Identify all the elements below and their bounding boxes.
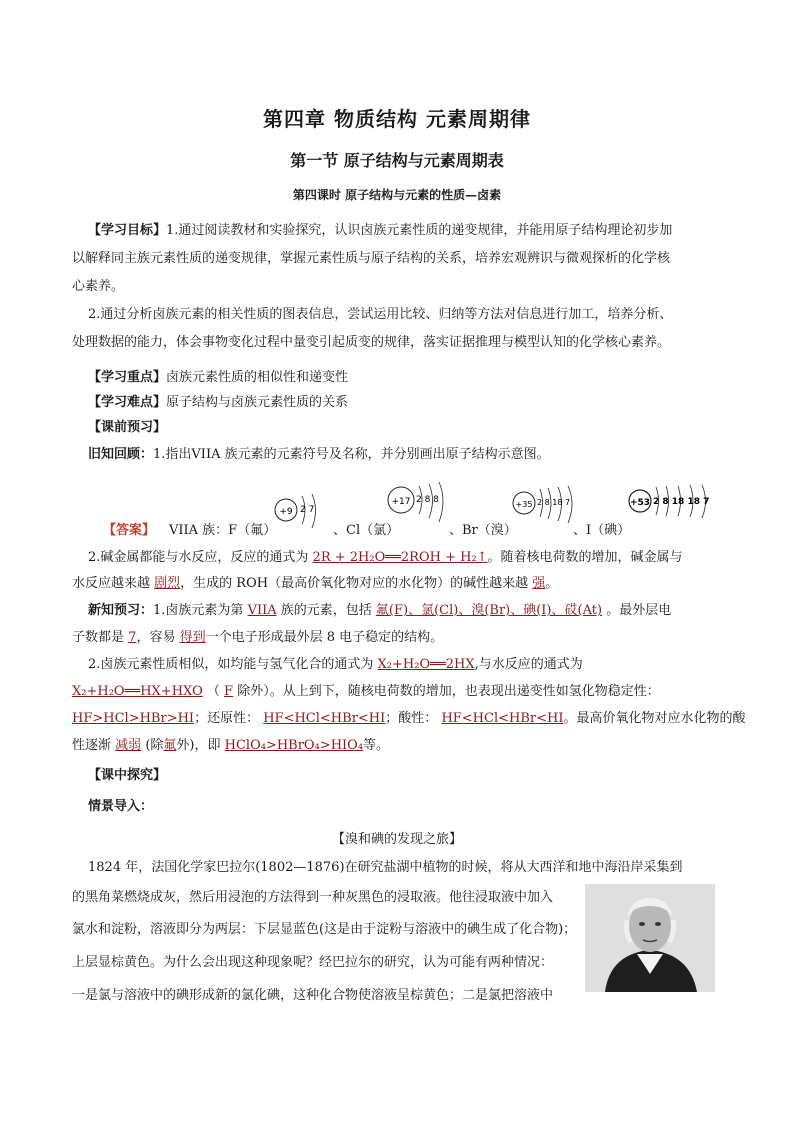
newknow-line-1	[88, 599, 671, 618]
newknow-f4: 等。	[363, 738, 390, 753]
cl-nucleus: +17	[391, 497, 411, 507]
newknow-d3: 除外）。从上到下，随核电荷数的增加，也表现出递变性如氢化物稳定性：	[237, 684, 660, 699]
newknow-line-4	[72, 680, 660, 699]
answer-label-red: 【答案】	[103, 523, 156, 538]
story-line-5: 一是氯与溶液中的碘形成新的氯化碘，这种化合物使溶液呈棕黄色；二是氯把溶液中	[72, 988, 554, 1003]
story-line-2: 的黑角菜燃烧成灰，然后用浸泡的方法得到一种灰黑色的浸取液。他往浸取液中加入	[72, 890, 554, 905]
newknow-group-answer: VIIA	[247, 603, 277, 618]
key-label: 【学习重点】	[88, 370, 167, 385]
newknow-line-2	[72, 626, 443, 645]
goals-line-5: 处理数据的能力，体会事物变化过程中量变引起质变的规律，落实证据推理与模型认知的化学核心素养。	[72, 335, 671, 350]
story-title: 【溴和碘的发现之旅】	[331, 832, 462, 847]
explore-label: 【课中探究】	[88, 768, 167, 783]
newknow-water-answer: X₂+H₂O══HX+HXO	[72, 684, 203, 699]
answer-bromine: 、Br（溴）	[449, 523, 517, 538]
balard-portrait-image	[585, 884, 715, 992]
alkali-q-d: ，生成的 ROH（最高价氧化物对应的水化物）的碱性越来越	[180, 576, 529, 591]
alkali-line-2	[72, 572, 558, 591]
answer-chlorine: 、Cl（氯）	[333, 523, 400, 538]
newknow-e3: ；酸性：	[385, 711, 438, 726]
newknow-e2: ；还原性：	[194, 711, 260, 726]
newknow-d2: （	[206, 684, 220, 699]
alkali-formula-answer: 2R + 2H₂O══2ROH + H₂↑	[312, 550, 488, 565]
goals-line-1	[88, 219, 672, 238]
alkali-line-1	[88, 546, 683, 565]
story-line-3: 氯水和淀粉，溶液即分为两层：下层显蓝色(这是由于淀粉与溶液中的碘生成了化合物)；	[72, 922, 577, 937]
lesson-title: 第四课时 原子结构与元素的性质—卤素	[292, 188, 502, 202]
newknow-f3: 外)，即	[176, 738, 221, 753]
newknow-f1: 性逐渐	[72, 738, 112, 753]
newknow-except-answer: F	[224, 684, 234, 699]
review-label: 旧知回顾：	[88, 447, 154, 462]
difficult-point	[88, 391, 348, 410]
iodine-atom-diagram	[626, 483, 718, 523]
story-line-1: 1824 年，法国化学家巴拉尔(1802—1876)在研究盐湖中植物的时候，将从大西洋和地中海沿岸采集到	[88, 860, 683, 875]
chapter-title: 第四章 物质结构 元素周期律	[263, 107, 531, 131]
newknow-stability-answer: HF>HCl>HBr>HI	[72, 711, 195, 726]
newknow-c2: ,与水反应的通式为	[474, 657, 583, 672]
newknow-weaken-answer: 减弱	[115, 738, 142, 753]
newknow-line-5	[72, 707, 746, 726]
goals-label: 【学习目标】	[88, 223, 167, 238]
newknow-a3: 。最外层电	[606, 603, 672, 618]
newknow-a1: 1.卤族元素为第	[153, 603, 244, 618]
i-shells: 2 8 18 18 7	[653, 497, 710, 507]
review-line	[88, 443, 550, 462]
newknow-a2: 族的元素，包括	[280, 603, 372, 618]
newknow-hydrogen-answer: X₂+H₂O══2HX	[377, 657, 475, 672]
alkali-q-e: 。	[545, 576, 559, 591]
newknow-line-6	[72, 734, 389, 753]
review-question: 1.指出VIIA 族元素的元素符号及名称，并分别画出原子结构示意图。	[153, 447, 550, 462]
alkali-q-b: 。随着核电荷数的增加，碱金属与	[487, 550, 683, 565]
goals-line-3: 心素养。	[72, 279, 125, 294]
newknow-line-3	[88, 653, 583, 672]
difficult-text: 原子结构与卤族元素性质的关系	[166, 395, 349, 410]
alkali-basicity-answer: 强	[532, 576, 546, 591]
newknow-label: 新知预习：	[88, 603, 154, 618]
section-title: 第一节 原子结构与元素周期表	[290, 151, 504, 170]
key-point	[88, 366, 348, 385]
newknow-c1: 2.卤族元素性质相似，如均能与氢气化合的通式为	[88, 657, 374, 672]
newknow-b1: 子数都是	[72, 630, 125, 645]
newknow-b3: 一个电子形成最外层 8 电子稳定的结构。	[205, 630, 444, 645]
i-nucleus: +53	[629, 498, 651, 508]
preview-label: 【课前预习】	[88, 420, 167, 435]
answer-fluorine: VIIA 族：F（氟）	[169, 523, 277, 538]
cl-shells: 2 8 8	[416, 495, 439, 505]
newknow-fluorine-answer: 氟	[163, 738, 177, 753]
key-text: 卤族元素性质的相似性和递变性	[166, 370, 349, 385]
newknow-f2: (除	[145, 738, 164, 753]
br-nucleus: +35	[515, 500, 533, 509]
newknow-acidity-answer: HF<HCl<HBr<HI	[441, 711, 564, 726]
story-line-4: 上层显棕黄色。为什么会出现这种现象呢？经巴拉尔的研究，认为可能有两种情况：	[72, 955, 554, 970]
newknow-acids-answer: HClO₄>HBrO₄>HIO₄	[224, 738, 364, 753]
alkali-reactivity-answer: 剧烈	[154, 576, 181, 591]
newknow-elements-answer: 氟(F)、氯(Cl)、溴(Br)、碘(I)、砹(At)	[375, 603, 603, 618]
f-shells: 2 7	[300, 505, 315, 515]
goals-line-4: 2.通过分析卤族元素的相关性质的图表信息，尝试运用比较、归纳等方法对信息进行加工，培养分析、	[88, 307, 673, 322]
alkali-q-c: 水反应越来越	[72, 576, 151, 591]
f-nucleus: +9	[279, 507, 293, 517]
newknow-reducing-answer: HF<HCl<HBr<HI	[263, 711, 386, 726]
newknow-e4: 。最高价氧化物对应水化物的酸	[563, 711, 746, 726]
alkali-q-a: 2.碱金属都能与水反应，反应的通式为	[88, 550, 309, 565]
answer-iodine: 、I（碘）	[573, 523, 631, 538]
newknow-gain-answer: 得到	[179, 630, 206, 645]
newknow-electrons-answer: 7	[128, 630, 137, 645]
br-shells: 2 8 18 7	[537, 498, 571, 507]
newknow-b2: ，容易	[136, 630, 176, 645]
goals-text-1: 1.通过阅读教材和实验探究，认识卤族元素性质的递变规律，并能用原子结构理论初步加	[166, 223, 673, 238]
explore-intro: 情景导入：	[88, 799, 154, 814]
fluorine-atom-diagram	[272, 490, 334, 534]
difficult-label: 【学习难点】	[88, 395, 167, 410]
goals-line-2: 以解释同主族元素性质的递变规律，掌握元素性质与原子结构的关系，培养宏观辨识与微观探析的化学核	[72, 251, 671, 266]
